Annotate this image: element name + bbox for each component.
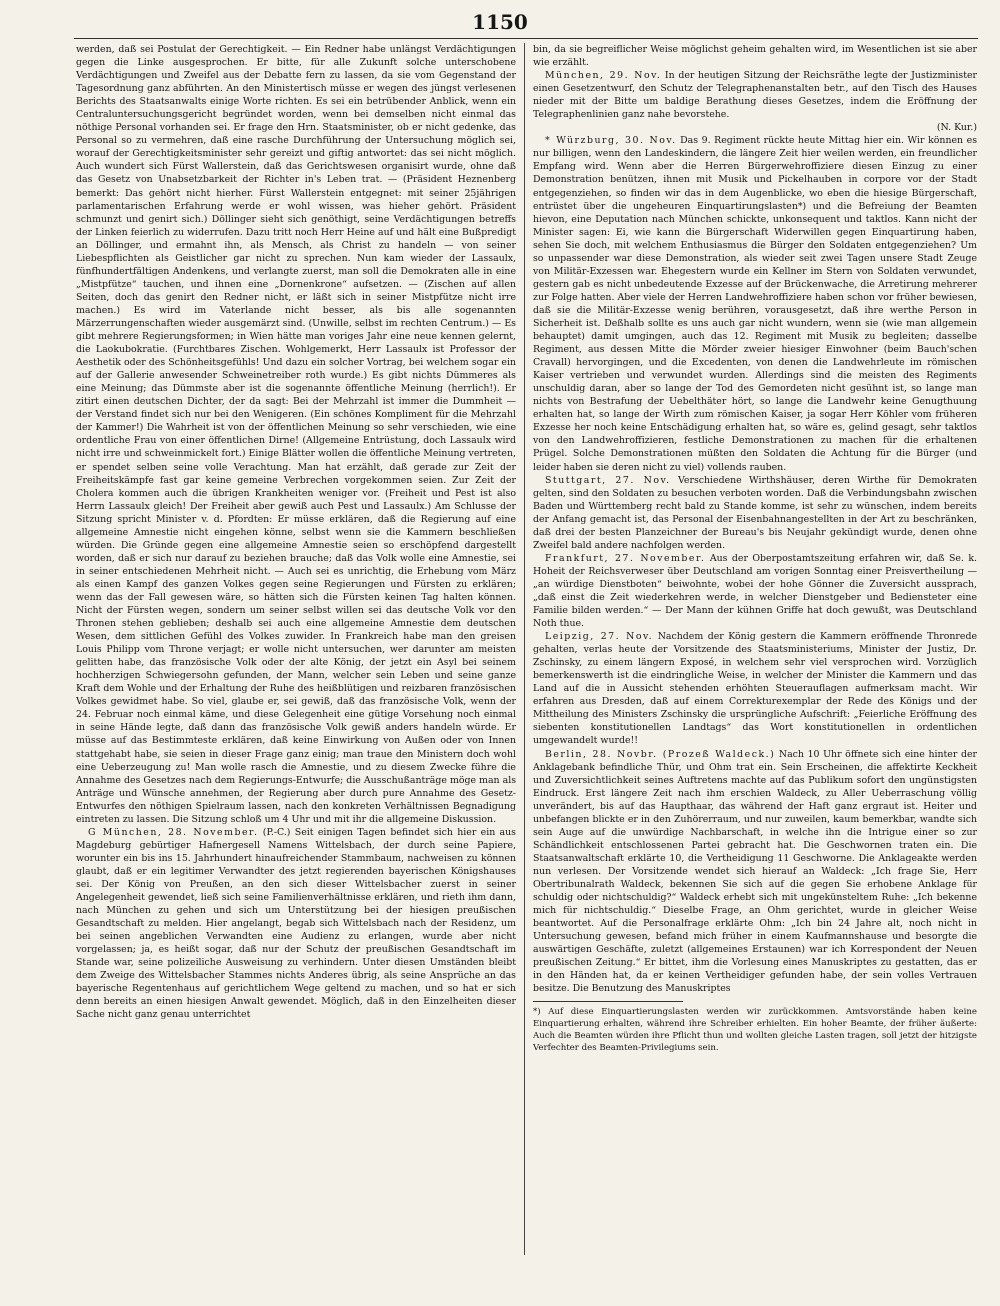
- footnote-rule: [533, 1001, 683, 1002]
- article-body: Nach 10 Uhr öffnete sich eine hinter der Anklagebank befindliche Thür, und Ohm trat ein. Sein Erscheinen, die affektirte Keckheit und Zuversichtlichkeit seines Auftretens machte auf das Publikum sofort den ungünstigsten Eindruck. Erst längere Zeit nach ihm erschien Waldeck, zu Aller Ueberraschung völlig unverändert, bis auf das Haupthaar, das während der Haft ganz ergraut ist. Heiter und unbefangen blickte er in den Zuhörerraum, und nur zuweilen, kaum bemerkbar, wandte sich sein Auge auf die unwürdige Nachbarschaft, in welche ihn die Intrigue einer so zur Schändlichkeit entschlossenen Partei gebracht hat. Die Geschwornen traten ein. Die Staatsanwaltschaft erklärte 10, die Vertheidigung 11 Geschworne. Die Anklageakte werden nun verlesen. Der Vorsitzende wendet sich hierauf an Waldeck: „Ich frage Sie, Herr Obertribunalrath Waldeck, bekennen Sie sich auf die gegen Sie erhobene Anklage für schuldig oder nichtschuldig?“ Waldeck erhebt sich mit ungekünsteltem Ruhe: „Ich bekenne mich für nichtschuldig.“ Dieselbe Frage, an Ohm gerichtet, wurde in gleicher Weise beantwortet. Auf die Personalfrage erklärte Ohm: „Ich bin 24 Jahre alt, noch nicht in Untersuchung gewesen, befand mich früher in einem Kaufmannshause und besorgte die auswärtigen Geschäfte, zuletzt (allgemeines Erstaunen) war ich Korrespondent der Neuen preußischen Zeitung.“ Er bittet, ihm die Vorlesung eines Manuskriptes zu gestatten, das er in den Händen hat, da er keinen Vertheidiger gefunden habe, der sein volles Vertrauen besitze. Die Benutzung des Manuskriptes: [533, 748, 977, 995]
- article-wuerzburg: [533, 134, 977, 473]
- right-column: [533, 43, 977, 1298]
- right-continuation-paragraph: bin, da sie begreiflicher Weise möglichst geheim gehalten wird, im Wesentlichen ist sie aber wie erzählt.: [533, 44, 977, 69]
- header-rule: [74, 38, 978, 39]
- left-column: [76, 43, 516, 1298]
- page-number: 1150: [472, 10, 528, 34]
- article-stuttgart: [533, 474, 977, 552]
- footnote: *) Auf diese Einquartierungslasten werden wir zurückkommen. Amtsvorstände haben keine Einquartierung erhalten, während ihre Schreiber erhielten. Ein hoher Beamte, der früher äußerte: Auch die Beamten würden ihre Pflicht thun und wollten gleiche Lasten tragen, soll jetzt der hitzigste Verfechter des Beamten-Privilegiums sein.: [533, 1007, 977, 1054]
- article-munich-28: [76, 826, 516, 1022]
- article-body: Verschiedene Wirthshäuser, deren Wirthe für Demokraten gelten, sind den Soldaten zu besuchen verboten worden. Daß die Verbindungsbahn zwischen Baden und Württemberg recht bald zu Stande komme, ist sehr zu wünschen, indem bereits der Anfang gemacht ist, das Personal der Eisenbahnangestellten in der Art zu beschränken, daß drei der besten Planzeichner der Bureau's bis Neujahr gekündigt wurde, denen ohne Zweifel bald andere nachfolgen werden.: [533, 474, 977, 551]
- article-leipzig: [533, 630, 977, 747]
- article-berlin: [533, 748, 977, 996]
- article-dateline: Stuttgart, 27. Nov.: [545, 474, 671, 486]
- article-body: Aus der Oberpostamtszeitung erfahren wir, daß Se. k. Hoheit der Reichsverweser über Deutschland am vorigen Sonntag einer Preisvertheilung — „an würdige Dienstboten“ beiwohnte, wobei der hohe Gönner die Zuversicht aussprach, „daß einst die Zeit wiederkehren werde, in welcher Dienstgeber und Bediensteter eine Familie bilden werden.“ — Der Mann der kühnen Griffe hat doch gewußt, was Deutschland Noth thue.: [533, 552, 977, 630]
- article-body: In der heutigen Sitzung der Reichsräthe legte der Justizminister einen Gesetzentwurf, den Schutz der Telegraphenanstalten betr., auf den Tisch des Hauses nieder mit der Bitte um baldige Berathung dieses Gesetzes, indem die Eröffnung der Telegraphenlinien ganz nahe bevorstehe.: [533, 70, 977, 121]
- article-dateline: Berlin, 28. Novbr. (Prozeß Waldeck.): [545, 748, 776, 760]
- article-dateline: G München, 28. November.: [88, 826, 259, 838]
- article-dateline: München, 29. Nov.: [545, 70, 662, 82]
- article-dateline: * Würzburg, 30. Nov.: [545, 135, 677, 147]
- article-source: (N. Kur.): [936, 122, 977, 134]
- article-dateline: Frankfurt, 27. November.: [545, 552, 706, 564]
- left-intro-paragraph: werden, daß sei Postulat der Gerechtigkeit. — Ein Redner habe unlängst Verdächtigungen gegen die Linke ausgesprochen. Er bitte, für alle Zukunft solche unterschobene Verdächtigungen und Zweifel aus der Debatte fern zu lassen, da sie vom Gegenstand der Tagesordnung ganz abführten. An den Ministertisch müsse er wegen des jüngst verlesenen Berichts des Staatsanwalts einige Worte richten. Es sei ein betrübender Anblick, wenn ein Centraluntersuchungsgericht begründet worden, wenn bei demselben nicht einmal das nöthige Personal vorhanden sei. Er frage den Hrn. Staatsminister, ob er nicht gedenke, das Personal so zu vermehren, daß eine rasche Durchführung der Untersuchung möglich sei, worauf der Gerechtigkeitsminister sehr gereizt und giftig antwortet: das sei nicht möglich. Auch wundert sich Fürst Wallerstein, daß das Gerichtswesen organisirt wurde, ohne daß das Gesetz von Unabsetzbarkeit der Richter in's Leben trat. — (Präsident Heznenberg bemerkt: Das gehört nicht hierher. Fürst Wallerstein entgegnet: mit seiner 25jährigen parlamentarischen Erfahrung werde er wohl wissen, was hieher gehört. Präsident schmunzt und genirt sich.) Döllinger sieht sich genöthigt, seine Verdächtigungen betreffs der Linken feierlich zu widerrufen. Dazu tritt noch Herr Heine auf und hält eine Bußpredigt an Döllinger, und ermahnt ihn, als Mensch, als Christ zu handeln — von seiner Liebespflichten als Geistlicher gar nicht zu sprechen. Nun kam wieder der Lassaulx, fünfhundertfältigen Andenkens, und verlangte zuerst, man soll die Demokraten alle in eine „Mistpfütze“ tauchen, und ihnen eine „Dornenkrone“ aufsetzen. — (Zischen auf allen Seiten, doch das genirt den Redner nicht, er läßt sich in seiner Mistpfütze nicht irre machen.) Es wird im Vaterlande nicht besser, als bis alle sogenannten Märzerrungenschaften wieder ausgemärzt sind. (Unwille, selbst im rechten Centrum.) — Es gibt mehrere Regierungsformen; in Wien hätte man voriges Jahr eine neue kennen gelernt, die Laokubokratie. (Furchtbares Zischen. Wohlgemerkt, Herr Lassaulx ist Professor der Aesthetik oder des Schönheitsgefühls! Und dazu ein solcher Vortrag, bei welchem sogar ein auf der Gallerie anwesender Schweinetreiber roth wurde.) Es gibt nichts Dümmeres als eine Meinung; das Dümmste aber ist die sogenannte öffentliche Meinung (herrlich!). Er zitirt einen deutschen Dichter, der da sagt: Bei der Mehrzahl ist immer die Dummheit — der Verstand findet sich nur bei den Wenigeren. (Ein schönes Kompliment für die Mehrzahl der Kammer!) Die Wahrheit ist von der öffentlichen Meinung so sehr verschieden, wie eine ordentliche Frau von einer öffentlichen Dirne! (Allgemeine Entrüstung, doch Lassaulx wird nicht irre und schweinmickelt fort.) Einige Blätter wollen die öffentliche Meinung vertreten, er spendet selben seine volle Verachtung. Man hat erzählt, daß gerade zur Zeit der Freiheitskämpfe fast gar keine gemeine Verbrechen vorgekommen seien. Zur Zeit der Cholera kommen auch die übrigen Krankheiten weniger vor. (Freiheit und Pest ist also Herrn Lassaulx gleich! Der Freiheit aber gewiß auch Pest und Lassaulx.) Am Schlusse der Sitzung spricht Minister v. d. Pfordten: Er müsse erklären, daß die Regierung auf eine allgemeine Amnestie nicht eingehen könne, selbst wenn sie die Kammern beschließen würden. Die Gründe gegen eine allgemeine Amnestie seien so erschöpfend dargestellt worden, daß er sich nur darauf zu beziehen brauche; daß das Volk wolle eine Amnestie, sei in seiner entschiedenen Mehrheit nicht. — Auch sei es unrichtig, die Erhebung vom März als einen Kampf des ganzen Volkes gegen seine Regierungen und Fürsten zu erklären; wenn das der Fall gewesen wäre, so hätten sich die Fürsten keinen Tag halten können. Nicht der Fürsten wegen, sondern um seiner selbst willen sei das deutsche Volk vor den Thronen stehen geblieben; deshalb sei auch eine allgemeine Amnestie dem deutschen Wesen, dem sittlichen Gefühl des Volkes zuwider. In Frankreich habe man den greisen Louis Philipp vom Throne verjagt; er wolle nicht untersuchen, wer darunter am meisten gelitten habe, das französische Volk oder der alte König, der jetzt ein Asyl bei seinem hochherzigen Schwiegersohn gefunden, der Mann, welcher sein Leben und seine ganze Kraft dem Wohle und der Erhaltung der Ruhe des heißblütigen und reizbaren französischen Volkes gewidmet habe. So viel, glaube er, sei gewiß, daß das französische Volk, wenn der 24. Februar noch einmal käme, und diese Gelegenheit eine gütige Vorsehung noch einmal in seine Hände legte, daß dann das französische Volk gewiß anders handeln würde. Er müsse auf das Bestimmteste erklären, daß keine Einwirkung von Außen oder von Innen stattgehabt habe, sie seien in dieser Frage ganz einig; man traue den Ministern doch wohl eine Ueberzeugung zu! Man wolle rasch die Amnestie, und zu diesem Zwecke führe die Annahme des Gesetzes nach dem Regierungs-Entwurfe; die Ausschußanträge möge man als Anträge und Wünsche annehmen, der Regierung aber durch pure Annahme des Gesetz-Entwurfes den nöthigen Spielraum lassen, nach den konkreten Verhältnissen Begnadigung eintreten zu lassen. Die Sitzung schloß um 4 Uhr und mit ihr die allgemeine Diskussion.: [76, 44, 516, 825]
- article-frankfurt: [533, 552, 977, 630]
- article-dateline: Leipzig, 27. Nov.: [545, 631, 654, 643]
- article-source: (P.-C.): [262, 826, 291, 838]
- article-munich-29: [533, 69, 977, 121]
- column-divider: [524, 43, 525, 1255]
- article-body: Das 9. Regiment rückte heute Mittag hier ein. Wir können es nur billigen, wenn den Landeskindern, die längere Zeit hier weilen werden, ein freundlicher Empfang wird. Wenn aber die Herren Bürgerwehroffiziere diesen Einzug zu einer Demonstration benützen, ihnen mit Musik und Pickelhauben in corpore vor der Stadt entgegenziehen, so finden wir das in dem Augenblicke, wo eben die hiesige Bürgerschaft, entrüstet über die ungeheuren Einquartirungslasten*) und die Befreiung der Beamten hievon, eine Deputation nach München schickte, unkonsequent und taktlos. Kann nicht der Minister sagen: Ei, wie kann die Bürgerschaft Widerwillen gegen Einquartirung haben, sehen Sie doch, mit welchem Enthusiasmus die Bürger den Soldaten entgegenziehen? Um so unpassender war diese Demonstration, als wieder seit zwei Tagen unsere Stadt Zeuge von Militär-Exzessen war. Ehegestern wurde ein Kellner im Stern von Soldaten verwundet, gestern gab es nicht unbedeutende Exzesse auf der Brückenwache, die Arretirung mehrerer zur Folge hatten. Aber viele der Herren Landwehroffiziere haben schon vor früher bewiesen, daß sie die Militär-Exzesse wenig berühren, vorausgesetzt, daß ihre werthe Person in Sicherheit ist. Deßhalb sollte es uns auch gar nicht wundern, wenn sie (wie man allgemein behauptet) damit umgingen, auch das 12. Regiment mit Musik zu begleiten; dasselbe Regiment, aus dessen Mitte die Mörder zweier hiesiger Einwohner (beim Bauch'schen Cravall) hervorgingen, und die Excedenten, von denen die Landwehrleute im römischen Kaiser vertrieben und verwundet wurden. Allerdings sind die meisten des Regiments unschuldig daran, aber so lange der Tod des Gemordeten nicht gesühnt ist, so lange man nichts von Bestrafung der Uebelthäter hört, so lange die Landwehr keine Genugthuung erhalten hat, so lange der Wirth zum römischen Kaiser, ja sogar Herr Köhler vom früheren Exzesse her noch keine Entschädigung erhalten hat, so wäre es, gelind gesagt, sehr taktlos von den Landwehroffizieren, festliche Demonstrationen zu machen für die erhaltenen Prügel. Solche Demonstrationen müßten den Soldaten die Achtung für die Bürger (und leider haben sie deren nicht zu viel) vollends rauben.: [533, 135, 977, 473]
- article-body: Nachdem der König gestern die Kammern eröffnende Thronrede gehalten, verlas heute der Vorsitzende des Staatsministeriums, Minister der Justiz, Dr. Zschinsky, zu einem längern Exposé, in welchem sehr viel versprochen wird. Vorzüglich bemerkenswerth ist die eindringliche Weise, in welcher der Minister die Kammern und das Land auf die in Aussicht stehenden erhöhten Steuerauflagen aufmerksam macht. Wir erfahren aus Dresden, daß auf einem Correkturexemplar der Rede des Königs und der Mittheilung des Ministers Zschinsky die ursprüngliche Aufschrift: „Feierliche Eröffnung des siebenten konstitutionellen Landtags“ das Wort konstitutionellen in ordentlichen umgewandelt wurde!!: [533, 631, 977, 747]
- article-body: Seit einigen Tagen befindet sich hier ein aus Magdeburg gebürtiger Hafnergesell Namens Wittelsbach, der durch seine Papiere, worunter ein bis ins 15. Jahrhundert hinaufreichender Stammbaum, nachweisen zu können glaubt, daß er ein legitimer Verwandter des jetzt regierenden bayerischen Königshauses sei. Der König von Preußen, an den sich dieser Wittelsbacher zuerst in seiner Angelegenheit gewendet, ließ sich seine Familienverhältnisse erklären, und rieth ihm dann, nach München zu gehen und sich um Unterstützung bei der hiesigen preußischen Gesandtschaft zu melden. Hier angelangt, begab sich Wittelsbach nach der Residenz, um bei seinen angeblichen Verwandten eine Audienz zu erlangen, wurde aber nicht vorgelassen; ja, es heißt sogar, daß nur der Schutz der preußischen Gesandtschaft im Stande war, seine polizeiliche Ausweisung zu verhindern. Unter diesen Umständen bleibt dem Zweige des Wittelsbacher Stammes nichts Anderes übrig, als seine Ansprüche an das bayerische Regentenhaus auf gerichtlichem Wege geltend zu machen, und so hat er sich denn bereits an einen hiesigen Anwalt gewendet. Möglich, daß in den Einzelheiten dieser Sache nicht ganz genau unterrichtet: [76, 826, 516, 1021]
